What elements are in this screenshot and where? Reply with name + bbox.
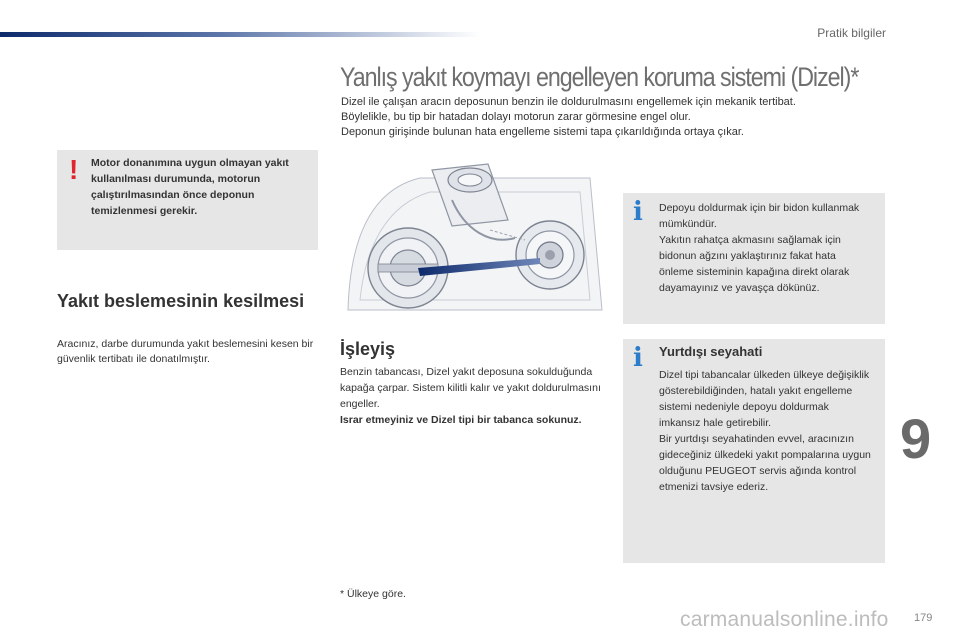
info-abroad-line: Dizel tipi tabancalar ülkeden ülkeye değişiklik gösterebildiğinden, hatalı yakıt engelleme sistemi nedeniyle depoyu doldurmak imkansız hale getirebilir. — [659, 369, 870, 429]
operation-text — [340, 364, 610, 428]
operation-heading: İşleyiş — [340, 339, 396, 359]
intro-text — [341, 95, 901, 140]
intro-line: Böylelikle, bu tip bir hatadan dolayı motorun zarar görmesine engel olur. — [341, 111, 691, 123]
info-abroad-heading: Yurtdışı seyahati — [659, 344, 763, 359]
info-abroad-line: Bir yurtdışı seyahatinden evvel, aracınızın gideceğiniz ülkedeki yakıt pompalarına uygun olduğunu PEUGEOT servis ağında kontrol etmenizi tavsiye ederiz. — [659, 433, 871, 493]
info-abroad-text — [659, 367, 873, 495]
warning-box — [57, 150, 318, 250]
fuel-cut-heading: Yakıt beslemesinin kesilmesi — [57, 291, 305, 311]
fuel-cut-text: Aracınız, darbe durumunda yakıt beslemesini kesen bir güvenlik tertibatı ile donatılmıştır. — [57, 338, 314, 365]
info-refuel-text — [659, 200, 873, 296]
intro-line: Dizel ile çalışan aracın deposunun benzin ile doldurulmasını engellemek için mekanik tertibat. — [341, 96, 796, 108]
info-icon: i — [633, 197, 643, 227]
page-number: 179 — [914, 612, 933, 624]
intro-line: Deponun girişinde bulunan hata engelleme sistemi tapa çıkarıldığında ortaya çıkar. — [341, 126, 744, 138]
watermark-text: carmanualsonline.info — [680, 608, 889, 631]
info-box-refuel — [623, 193, 885, 324]
info-icon: i — [633, 343, 643, 373]
operation-body: Benzin tabancası, Dizel yakıt deposuna sokulduğunda kapağa çarpar. Sistem kilitli kalır ve yakıt doldurulmasını engeller. — [340, 366, 601, 410]
warning-icon: ! — [69, 154, 79, 185]
header-gradient-bar — [0, 32, 480, 37]
chapter-number: 9 — [900, 407, 932, 470]
fuel-filler-illustration — [340, 160, 610, 323]
footnote: * Ülkeye göre. — [340, 588, 406, 600]
warning-text: Motor donanımına uygun olmayan yakıt kullanılması durumunda, motorun çalıştırılmasından önce deponun temizlenmesi gerekir. — [91, 157, 289, 217]
info-box-abroad — [623, 339, 885, 563]
operation-bold-note: Israr etmeyiniz ve Dizel tipi bir tabanca sokunuz. — [340, 414, 582, 426]
info-refuel-line: Depoyu doldurmak için bir bidon kullanmak mümkündür. — [659, 202, 860, 230]
page-title: Yanlış yakıt koymayı engelleyen koruma sistemi (Dizel)* — [340, 62, 859, 92]
info-refuel-line: Yakıtın rahatça akmasını sağlamak için bidonun ağzını yaklaştırınız fakat hata önleme sisteminin kapağına direkt olarak dayamayınız ve yavaşça dökünüz. — [659, 234, 850, 294]
section-label: Pratik bilgiler — [817, 26, 886, 40]
